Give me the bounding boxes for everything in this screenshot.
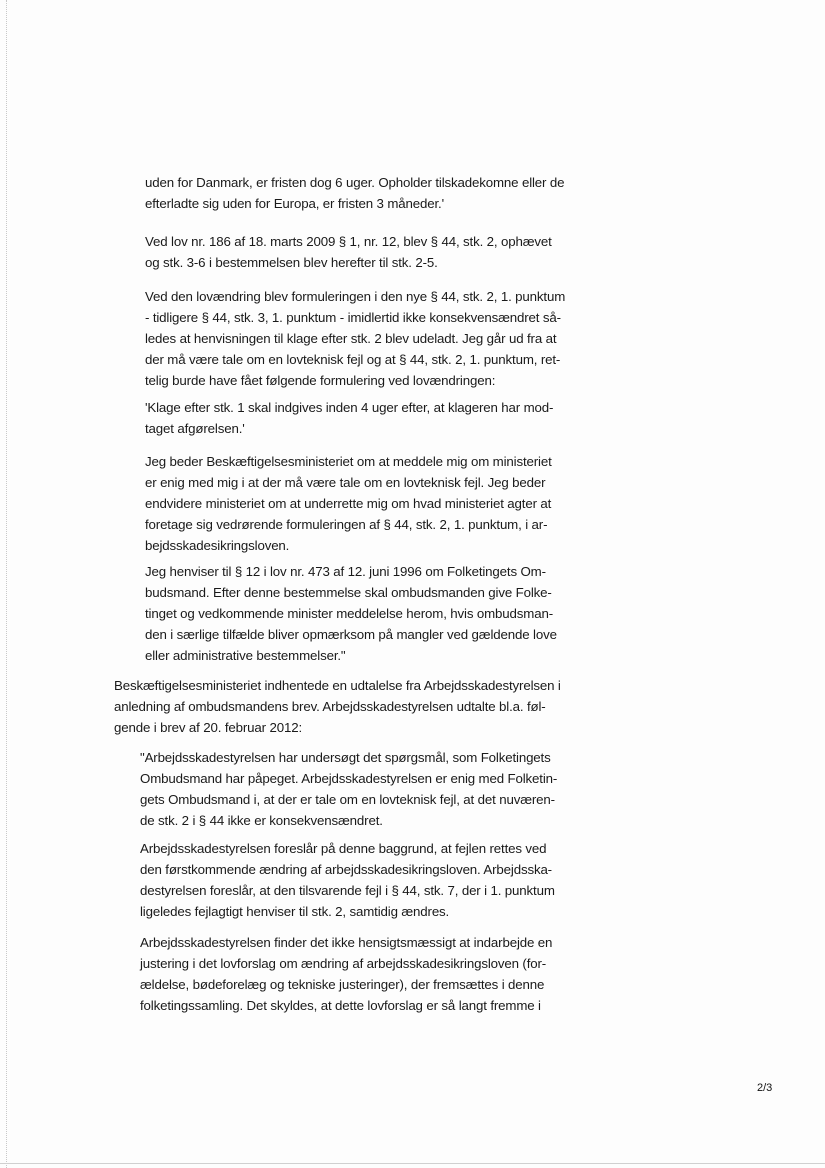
body-paragraph-ministry-statement (114, 675, 584, 738)
quote-paragraph-ministry-request (145, 451, 585, 556)
text-line: Arbejdsskadestyrelsen finder det ikke hensigtsmæssigt at indarbejde en (140, 935, 553, 950)
quote-paragraph-law-186 (145, 231, 585, 273)
text-line: taget afgørelsen.' (145, 421, 245, 436)
text-line: destyrelsen foreslår, at den tilsvarende fejl i § 44, stk. 7, der i 1. punktum (140, 883, 555, 898)
text-line: budsmand. Efter denne bestemmelse skal ombudsmanden give Folke- (145, 585, 552, 600)
quote-paragraph-law-amendment (145, 286, 585, 391)
text-line: folketingssamling. Det skyldes, at dette lovforslag er så langt fremme i (140, 998, 541, 1013)
text-line: anledning af ombudsmandens brev. Arbejdsskadestyrelsen udtalte bl.a. føl- (114, 699, 546, 714)
quote-paragraph-appeal-deadline (145, 172, 585, 214)
text-line: endvidere ministeriet om at underrette mig om hvad ministeriet agter at (145, 496, 552, 511)
text-line: Ved den lovændring blev formuleringen i den nye § 44, stk. 2, 1. punktum (145, 289, 566, 304)
text-line: den i særlige tilfælde bliver opmærksom på mangler ved gældende love (145, 627, 557, 642)
quote-paragraph-agency-timing (140, 932, 585, 1016)
text-line: ledes at henvisningen til klage efter stk. 2 blev udeladt. Jeg går ud fra at (145, 331, 557, 346)
text-line: bejdsskadesikringsloven. (145, 538, 290, 553)
text-line: "Arbejdsskadestyrelsen har undersøgt det spørgsmål, som Folketingets (140, 750, 551, 765)
quote-paragraph-proposed-wording (145, 397, 585, 439)
text-line: Jeg beder Beskæftigelsesministeriet om at meddele mig om ministeriet (145, 454, 552, 469)
text-line: ældelse, bødeforelæg og tekniske justeringer), der fremsættes i denne (140, 977, 545, 992)
text-line: justering i det lovforslag om ændring af arbejdsskadesikringsloven (for- (140, 956, 547, 971)
quote-paragraph-agency-agreement (140, 747, 585, 831)
text-line: Ved lov nr. 186 af 18. marts 2009 § 1, nr. 12, blev § 44, stk. 2, ophævet (145, 234, 552, 249)
scan-edge-bottom (0, 1163, 825, 1164)
text-line: og stk. 3-6 i bestemmelsen blev herefter til stk. 2-5. (145, 255, 438, 270)
text-line: Beskæftigelsesministeriet indhentede en udtalelse fra Arbejdsskadestyrelsen i (114, 678, 561, 693)
quote-paragraph-ombudsman-reference (145, 561, 585, 666)
scan-edge-left (6, 0, 7, 1168)
text-line: 'Klage efter stk. 1 skal indgives inden 4 uger efter, at klageren har mod- (145, 400, 554, 415)
text-line: ligeledes fejlagtigt henviser til stk. 2, samtidig ændres. (140, 904, 450, 919)
page-number: 2/3 (757, 1082, 773, 1094)
quote-paragraph-agency-proposal (140, 838, 585, 922)
text-line: efterladte sig uden for Europa, er fristen 3 måneder.' (145, 196, 444, 211)
text-line: der må være tale om en lovteknisk fejl og at § 44, stk. 2, 1. punktum, ret- (145, 352, 561, 367)
text-line: den førstkommende ændring af arbejdsskadesikringsloven. Arbejdsska- (140, 862, 552, 877)
text-line: Arbejdsskadestyrelsen foreslår på denne baggrund, at fejlen rettes ved (140, 841, 547, 856)
text-line: uden for Danmark, er fristen dog 6 uger. Opholder tilskadekomne eller de (145, 175, 565, 190)
text-line: foretage sig vedrørende formuleringen af § 44, stk. 2, 1. punktum, i ar- (145, 517, 548, 532)
text-line: eller administrative bestemmelser." (145, 648, 346, 663)
text-line: telig burde have fået følgende formulering ved lovændringen: (145, 373, 496, 388)
text-line: - tidligere § 44, stk. 3, 1. punktum - imidlertid ikke konsekvensændret så- (145, 310, 561, 325)
text-line: Ombudsmand har påpeget. Arbejdsskadestyrelsen er enig med Folketin- (140, 771, 558, 786)
text-line: gende i brev af 20. februar 2012: (114, 720, 302, 735)
text-line: de stk. 2 i § 44 ikke er konsekvensændret. (140, 813, 383, 828)
text-line: tinget og vedkommende minister meddelelse herom, hvis ombudsman- (145, 606, 553, 621)
text-line: gets Ombudsmand i, at der er tale om en lovteknisk fejl, at det nuværen- (140, 792, 555, 807)
text-line: er enig med mig i at der må være tale om en lovteknisk fejl. Jeg beder (145, 475, 546, 490)
text-line: Jeg henviser til § 12 i lov nr. 473 af 12. juni 1996 om Folketingets Om- (145, 564, 546, 579)
